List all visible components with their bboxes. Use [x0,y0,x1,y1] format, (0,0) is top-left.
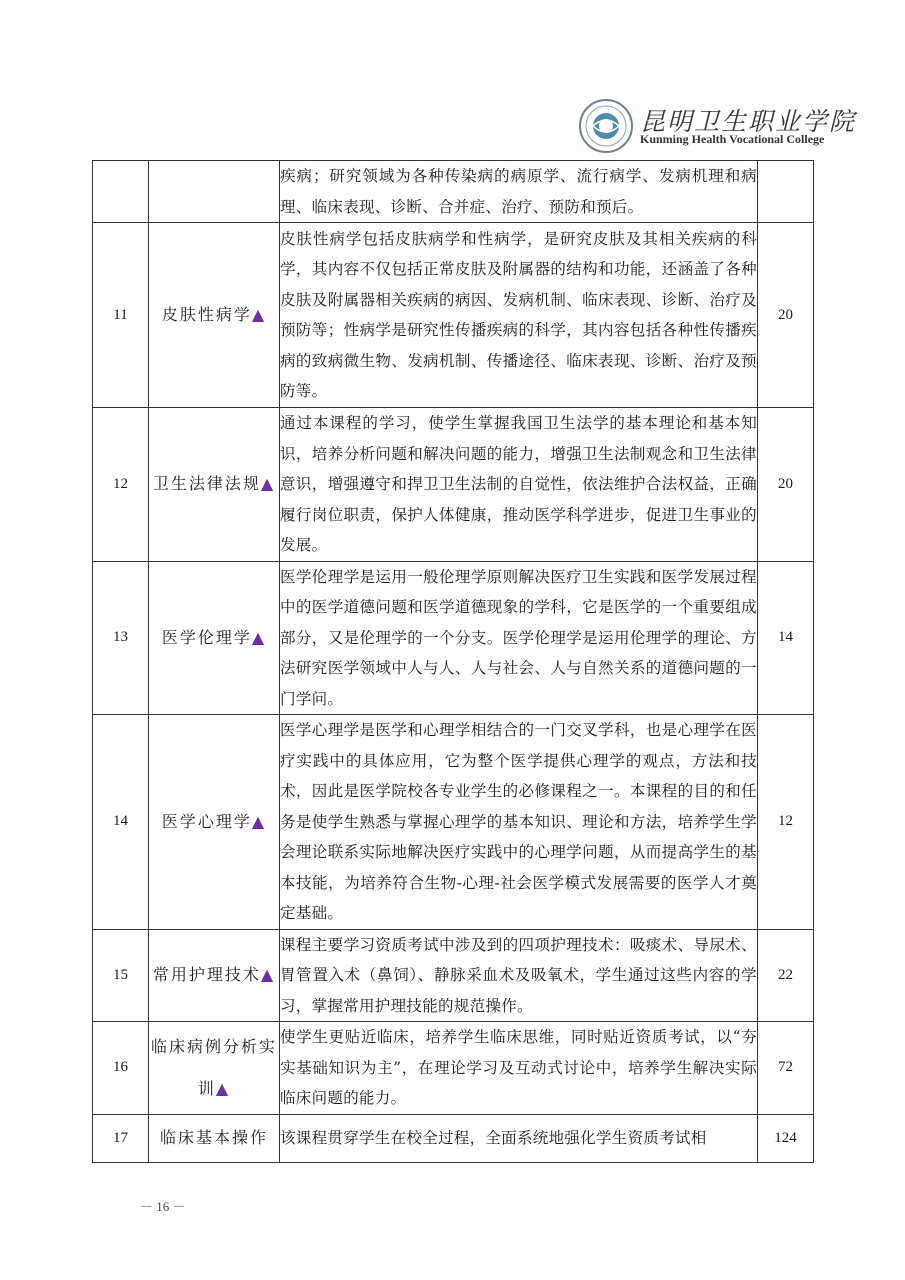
table-row [93,929,814,1022]
course-number: 15 [93,929,149,1022]
table-row [93,1022,814,1115]
table-row [93,161,814,223]
course-description: 皮肤性病学包括皮肤病学和性病学，是研究皮肤及其相关疾病的科学，其内容不仅包括正常皮肤及附属器的结构和功能，还涵盖了各种皮肤及附属器相关疾病的病因、发病机制、临床表现、诊断、治疗及预防等；性病学是研究性传播疾病的科学，其内容包括各种性传播疾病的致病微生物、发病机制、传播途径、临床表现、诊断、治疗及预防等。 [280,223,758,408]
logo-english-name: Kunming Health Vocational College [640,132,825,146]
course-hours: 72 [758,1022,814,1115]
course-description: 通过本课程的学习，使学生掌握我国卫生法学的基本理论和基本知识，培养分析问题和解决问题的能力，增强卫生法制观念和卫生法律意识，增强遵守和捍卫卫生法制的自觉性，依法维护合法权益，正确履行岗位职责，保护人体健康，推动医学科学进步，促进卫生事业的发展。 [280,408,758,562]
table-row [93,561,814,715]
table-row [93,715,814,930]
course-number: 13 [93,561,149,715]
triangle-marker: ▲ [260,474,276,494]
logo-chinese-name: 昆明卫生职业学院 [640,107,857,136]
college-logo [578,98,857,154]
course-hours: 22 [758,929,814,1022]
course-number: 14 [93,715,149,930]
course-name: 常用护理技术▲ [149,929,280,1022]
course-hours: 14 [758,561,814,715]
course-description: 疾病；研究领域为各种传染病的病原学、流行病学、发病机理和病理、临床表现、诊断、合并症、治疗、预防和预后。 [280,161,758,223]
course-number: 16 [93,1022,149,1115]
course-description: 医学心理学是医学和心理学相结合的一门交叉学科，也是心理学在医疗实践中的具体应用，它为整个医学提供心理学的观点，方法和技术，因此是医学院校各专业学生的必修课程之一。本课程的目的和任务是使学生熟悉与掌握心理学的基本知识、理论和方法，培养学生学会理论联系实际地解决医疗实践中的心理学问题，从而提高学生的基本技能，为培养符合生物-心理-社会医学模式发展需要的医学人才奠定基础。 [280,715,758,930]
course-number: 11 [93,223,149,408]
course-name [149,161,280,223]
triangle-marker: ▲ [251,811,267,831]
course-hours: 20 [758,223,814,408]
triangle-marker: ▲ [251,627,267,647]
table-row [93,1114,814,1162]
triangle-marker: ▲ [215,1078,231,1098]
course-number: 12 [93,408,149,562]
course-description: 课程主要学习资质考试中涉及到的四项护理技术：吸痰术、导尿术、胃管置入术（鼻饲）、静脉采血术及吸氧术，学生通过这些内容的学习，掌握常用护理技能的规范操作。 [280,929,758,1022]
triangle-marker: ▲ [260,965,276,985]
course-description: 使学生更贴近临床，培养学生临床思维，同时贴近资质考试，以“夯实基础知识为主”，在理论学习及互动式讨论中，培养学生解决实际临床问题的能力。 [280,1022,758,1115]
course-name: 医学心理学▲ [149,715,280,930]
course-description: 医学伦理学是运用一般伦理学原则解决医疗卫生实践和医学发展过程中的医学道德问题和医学道德现象的学科，它是医学的一个重要组成部分，又是伦理学的一个分支。医学伦理学是运用伦理学的理论、方法研究医学领域中人与人、人与社会、人与自然关系的道德问题的一门学问。 [280,561,758,715]
course-hours: 12 [758,715,814,930]
triangle-marker: ▲ [251,305,267,324]
course-table [92,160,814,1163]
table-row [93,223,814,408]
course-description: 该课程贯穿学生在校全过程，全面系统地强化学生资质考试相 [280,1114,758,1162]
course-number [93,161,149,223]
course-hours: 124 [758,1114,814,1162]
course-number: 17 [93,1114,149,1162]
course-name: 皮肤性病学▲ [149,223,280,408]
course-hours: 20 [758,408,814,562]
course-hours [758,161,814,223]
table-row [93,408,814,562]
course-name: 卫生法律法规▲ [149,408,280,562]
college-seal-icon [578,98,634,154]
course-name: 临床基本操作 [149,1114,280,1162]
page-number: － 16 － [140,1199,186,1214]
course-name: 临床病例分析实训▲ [149,1022,280,1115]
course-name: 医学伦理学▲ [149,561,280,715]
